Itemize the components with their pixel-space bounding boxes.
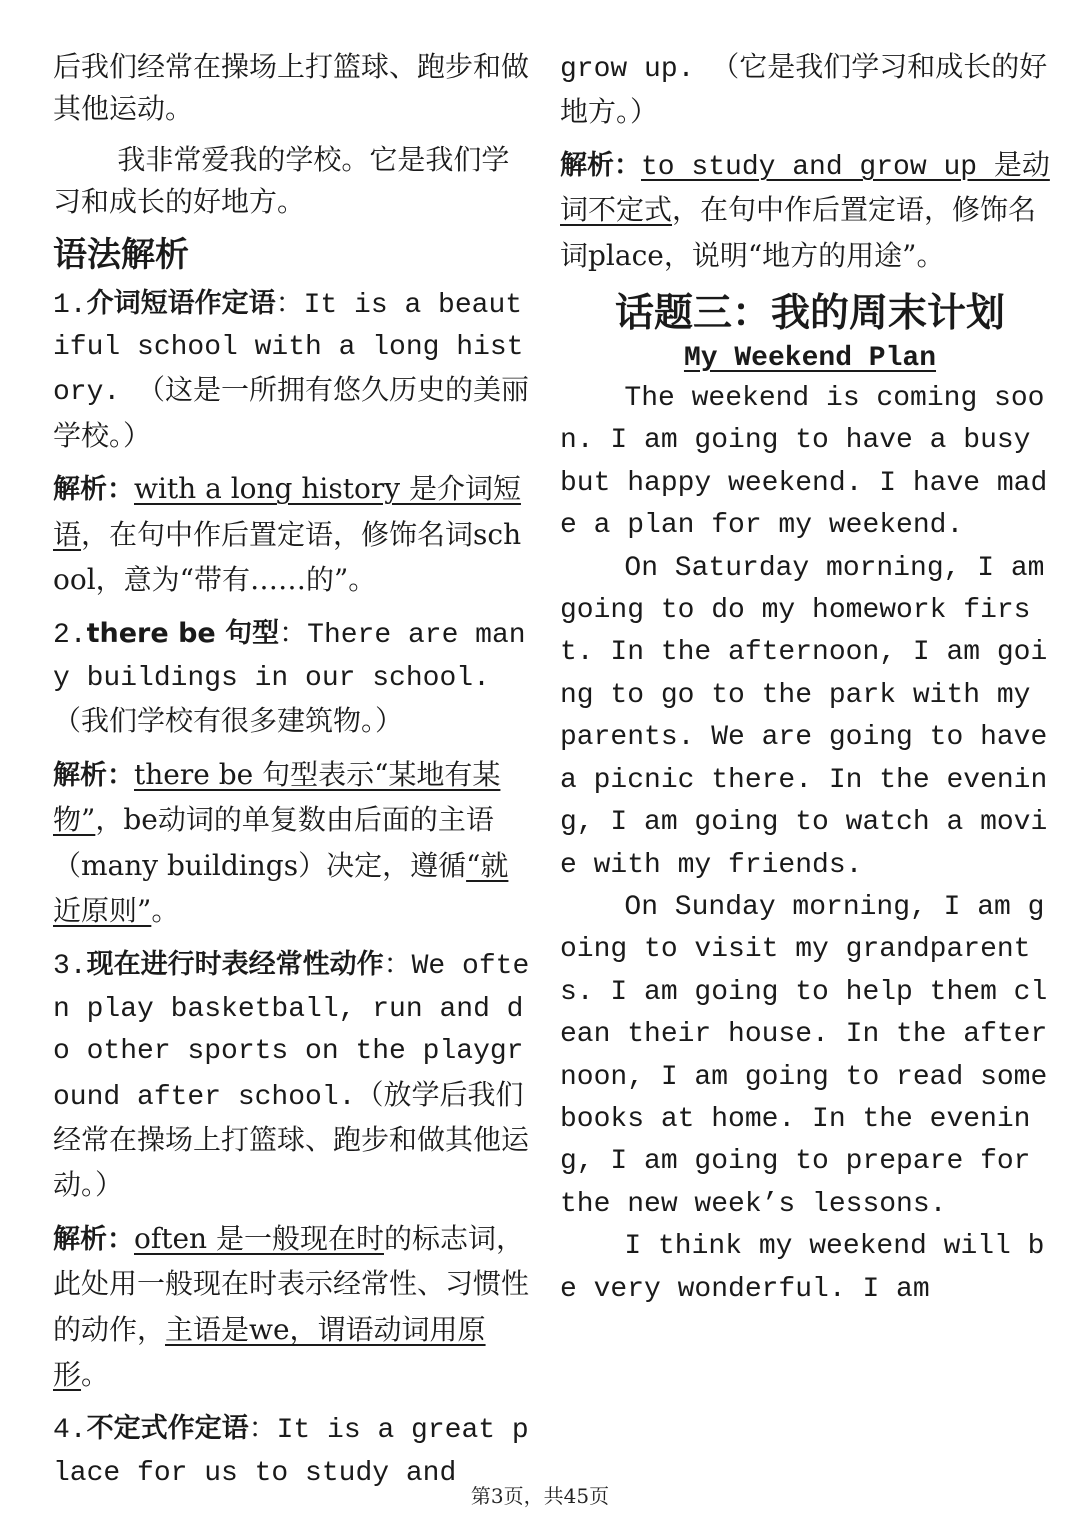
example-translation: （我们学校有很多建筑物。） [53, 704, 404, 738]
item-label: there be 句型 [86, 618, 280, 650]
example-sentence: grow up. [560, 54, 712, 85]
item-number: 3. [53, 951, 87, 983]
right-column [560, 46, 1065, 1311]
essay-title: My Weekend Plan [683, 343, 937, 375]
example-sentence: We often play basketball, run and do other sports on the playground after school. [53, 951, 530, 1113]
note-label: 解析： [560, 149, 641, 181]
example-sentence: There are many buildings in our school. [53, 620, 526, 694]
note-end: 。 [151, 893, 180, 927]
grammar-item-2 [53, 612, 533, 745]
page-footer: 第3页，共45页 [470, 1484, 610, 1508]
note-text: 的标志词，此处用一般现在时表示经常性、习惯性的动作， [53, 1221, 530, 1346]
note-text: ，在句中作后置定语，修饰名词school，意为“带有……的”。 [53, 517, 522, 597]
example-sentence: It is a beautiful school with a long history. [53, 289, 524, 409]
note-underlined: often 是一般现在时 [134, 1221, 384, 1255]
item-colon: ： [248, 1411, 277, 1445]
note-underlined-2: “就近原则” [53, 848, 509, 927]
note-underlined: with a long history 是介词短语 [53, 472, 521, 551]
grammar-heading: 语法解析 [53, 234, 189, 275]
note-underlined-2: 主语是we，谓语动词用原形 [53, 1312, 486, 1391]
example-sentence: It is a great place for us to study and [53, 1415, 529, 1489]
note-label: 解析： [53, 759, 134, 791]
essay-paragraph-3: On Sunday morning, I am going to visit my grandparents. I am going to help them clean their house. In the afternoon, I am going to read some books at home. In the evening, I am going to prepare for the new week’s lessons. [560, 891, 1065, 1220]
note-underlined: there be 句型表示“某地有某物” [53, 757, 501, 837]
grammar-note-1 [53, 468, 533, 604]
note-text: ，在句中作后置定语，修饰名词place，说明“地方的用途”。 [560, 193, 1037, 272]
example-translation: （这是一所拥有悠久历史的美丽学校。） [53, 373, 530, 452]
grammar-item-3 [53, 943, 533, 1209]
essay-paragraph-4: I think my weekend will be very wonderful. I am [560, 1231, 1045, 1305]
note-label: 解析： [53, 1223, 134, 1255]
item-label: 现在进行时表经常性动作 [86, 949, 384, 981]
grammar-note-3 [53, 1218, 533, 1400]
grammar-item-4-continued [560, 46, 1060, 137]
item-number: 4. [53, 1415, 87, 1447]
grammar-item-1 [53, 282, 533, 461]
item-number: 2. [53, 620, 87, 652]
grammar-note-2 [53, 754, 533, 936]
paragraph-love-school: 我非常爱我的学校。它是我们学习和成长的好地方。 [53, 142, 510, 219]
essay-paragraph-1: The weekend is coming soon. I am going to have a busy but happy weekend. I have made a plan for my weekend. [560, 383, 1048, 542]
paragraph-continued: 后我们经常在操场上打篮球、跑步和做其他运动。 [53, 50, 530, 126]
note-text: ，be动词的单复数由后面的主语（many buildings）决定，遵循 [53, 803, 494, 882]
example-translation: （放学后我们经常在操场上打篮球、跑步和做其他运动。） [53, 1077, 530, 1202]
grammar-note-4 [560, 145, 1060, 280]
item-colon: ： [279, 616, 308, 650]
example-translation: （它是我们学习和成长的好地方。） [560, 50, 1048, 129]
left-column [53, 46, 533, 1495]
item-colon: ： [383, 947, 412, 981]
note-end: 。 [81, 1357, 110, 1391]
item-label: 不定式作定语 [86, 1413, 249, 1445]
essay-paragraph-2: On Saturday morning, I am going to do my homework first. In the afternoon, I am going to go to the park with my parents. We are going to have a picnic there. In the evening, I am going to watch a movie with my friends. [560, 552, 1065, 881]
item-label: 介词短语作定语 [86, 287, 276, 319]
topic-title: 话题三：我的周末计划 [614, 291, 1005, 337]
note-label: 解析： [53, 474, 134, 506]
item-number: 1. [53, 289, 87, 321]
note-underlined: to study and grow up 是动词不定式 [560, 151, 1050, 229]
item-colon: ： [275, 285, 304, 319]
